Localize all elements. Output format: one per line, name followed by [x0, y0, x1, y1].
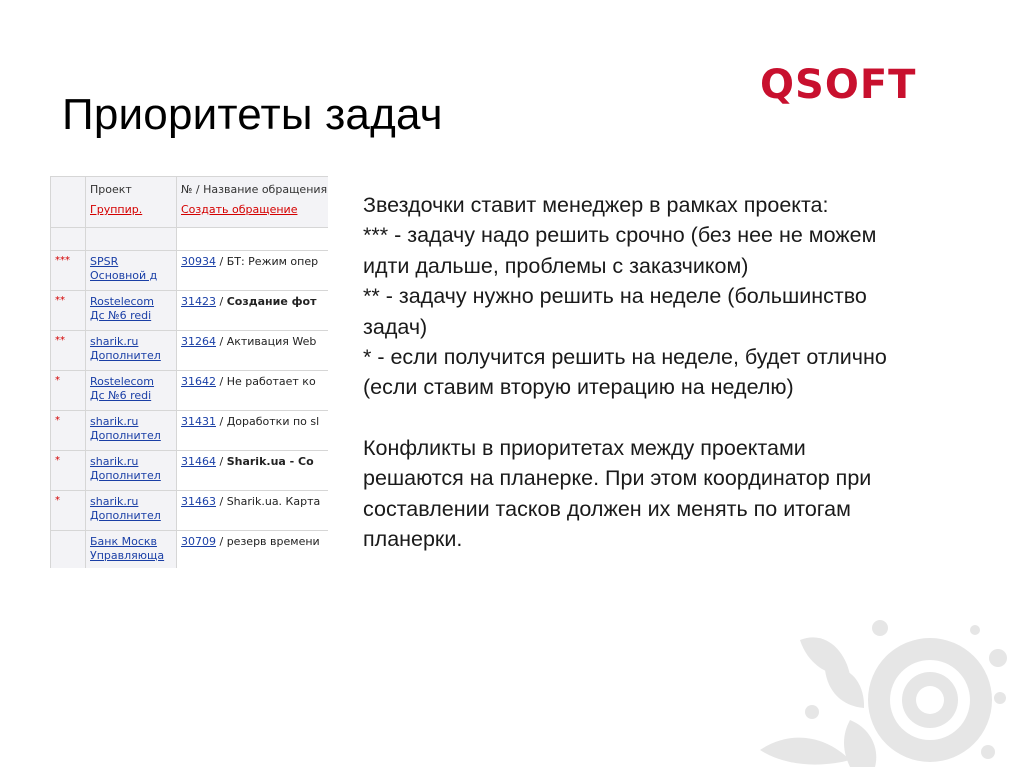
- ticket-number-link[interactable]: 30934: [181, 255, 216, 268]
- project-cell: [86, 291, 177, 331]
- ticket-name-cell: [177, 331, 329, 371]
- priority-stars: ***: [51, 251, 86, 291]
- priority-column-header: [51, 177, 86, 228]
- ticket-title: Активация Web: [226, 335, 317, 348]
- ticket-number-link[interactable]: 31642: [181, 375, 216, 388]
- explanation-line: решаются на планерке. При этом координатор при: [363, 466, 872, 491]
- decorative-flower-graphic: [730, 600, 1024, 767]
- filter-row: [51, 228, 329, 251]
- ticket-name-cell: [177, 251, 329, 291]
- qsoft-logo: QSOFT: [760, 62, 917, 108]
- ticket-title: Доработки по sl: [226, 415, 320, 428]
- name-column-header: [177, 177, 329, 228]
- project-link[interactable]: Банк Москв: [90, 535, 158, 548]
- project-link[interactable]: SPSR: [90, 255, 119, 268]
- ticket-name-cell: [177, 291, 329, 331]
- project-subtitle-link[interactable]: Управляюща: [90, 549, 165, 562]
- separator: /: [216, 295, 227, 308]
- priority-stars: *: [51, 491, 86, 531]
- project-cell: [86, 531, 177, 569]
- explanation-line: задач): [363, 314, 428, 339]
- table-row[interactable]: [51, 531, 329, 569]
- table-row[interactable]: [51, 491, 329, 531]
- explanation-line: Звездочки ставит менеджер в рамках проекта:: [363, 193, 829, 217]
- separator: /: [216, 255, 227, 268]
- ticket-title: Sharik.ua. Карта: [226, 495, 321, 508]
- separator: /: [216, 455, 227, 468]
- ticket-number-link[interactable]: 30709: [181, 535, 216, 548]
- create-request-link[interactable]: Создать обращение: [181, 203, 298, 216]
- explanation-line: ** - задачу нужно решить на неделе (большинство: [363, 284, 867, 309]
- project-cell: [86, 371, 177, 411]
- ticket-rows: [51, 251, 329, 569]
- name-column-label: № / Название обращения: [181, 183, 328, 196]
- ticket-number-link[interactable]: 31431: [181, 415, 216, 428]
- paragraph-gap: [363, 403, 1003, 433]
- ticket-number-link[interactable]: 31463: [181, 495, 216, 508]
- explanation-line: планерки.: [363, 527, 463, 552]
- filter-cell: [86, 228, 177, 251]
- group-link[interactable]: Группир.: [90, 203, 143, 216]
- filter-cell: [177, 228, 329, 251]
- ticket-title: БТ: Режим опер: [226, 255, 319, 268]
- table-header-row: [51, 177, 329, 228]
- explanation-line: Конфликты в приоритетах между проектами: [363, 435, 806, 460]
- project-cell: [86, 251, 177, 291]
- separator: /: [216, 535, 227, 548]
- project-cell: [86, 411, 177, 451]
- table-row[interactable]: [51, 451, 329, 491]
- project-link[interactable]: sharik.ru: [90, 335, 139, 348]
- ticket-title: Не работает ко: [226, 375, 316, 388]
- explanation-line: идти дальше, проблемы с заказчиком): [363, 253, 749, 278]
- explanation-text: [363, 190, 1003, 554]
- table-row[interactable]: [51, 411, 329, 451]
- priority-stars: *: [51, 411, 86, 451]
- filter-cell: [51, 228, 86, 251]
- project-column-label: Проект: [90, 183, 132, 196]
- separator: /: [216, 335, 227, 348]
- ticket-name-cell: [177, 531, 329, 569]
- project-subtitle-link[interactable]: Основной д: [90, 269, 158, 282]
- separator: /: [216, 375, 227, 388]
- ticket-name-cell: [177, 451, 329, 491]
- ticket-title: Создание фот: [226, 295, 317, 308]
- explanation-line: составлении тасков должен их менять по итогам: [363, 496, 851, 521]
- priority-stars: *: [51, 451, 86, 491]
- project-cell: [86, 451, 177, 491]
- project-link[interactable]: Rostelecom: [90, 295, 155, 308]
- project-subtitle-link[interactable]: Дополнител: [90, 429, 161, 442]
- project-cell: [86, 331, 177, 371]
- table-row[interactable]: [51, 291, 329, 331]
- project-link[interactable]: sharik.ru: [90, 415, 139, 428]
- ticket-name-cell: [177, 411, 329, 451]
- priority-stars: **: [51, 331, 86, 371]
- table-row[interactable]: [51, 371, 329, 411]
- ticket-name-cell: [177, 491, 329, 531]
- project-cell: [86, 491, 177, 531]
- separator: /: [216, 495, 227, 508]
- project-subtitle-link[interactable]: Дс №6 redi: [90, 309, 152, 322]
- explanation-line: *** - задачу надо решить срочно (без нее не можем: [363, 223, 877, 248]
- project-subtitle-link[interactable]: Дс №6 redi: [90, 389, 152, 402]
- ticket-number-link[interactable]: 31423: [181, 295, 216, 308]
- project-subtitle-link[interactable]: Дополнител: [90, 349, 161, 362]
- project-column-header: [86, 177, 177, 228]
- slide-title: Приоритеты задач: [62, 90, 443, 139]
- priority-stars: **: [51, 291, 86, 331]
- priority-stars: [51, 531, 86, 569]
- ticket-title: резерв времени: [226, 535, 320, 548]
- project-subtitle-link[interactable]: Дополнител: [90, 509, 161, 522]
- separator: /: [216, 415, 227, 428]
- explanation-line: * - если получится решить на неделе, будет отлично: [363, 345, 887, 370]
- ticket-number-link[interactable]: 31264: [181, 335, 216, 348]
- explanation-line: (если ставим вторую итерацию на неделю): [363, 375, 794, 400]
- project-link[interactable]: Rostelecom: [90, 375, 155, 388]
- ticket-name-cell: [177, 371, 329, 411]
- ticket-number-link[interactable]: 31464: [181, 455, 216, 468]
- project-link[interactable]: sharik.ru: [90, 495, 139, 508]
- project-subtitle-link[interactable]: Дополнител: [90, 469, 161, 482]
- table-row[interactable]: [51, 331, 329, 371]
- ticket-title: Sharik.ua - Co: [226, 455, 314, 468]
- priority-stars: *: [51, 371, 86, 411]
- table-row[interactable]: [51, 251, 329, 291]
- ticket-table: [50, 176, 328, 568]
- project-link[interactable]: sharik.ru: [90, 455, 139, 468]
